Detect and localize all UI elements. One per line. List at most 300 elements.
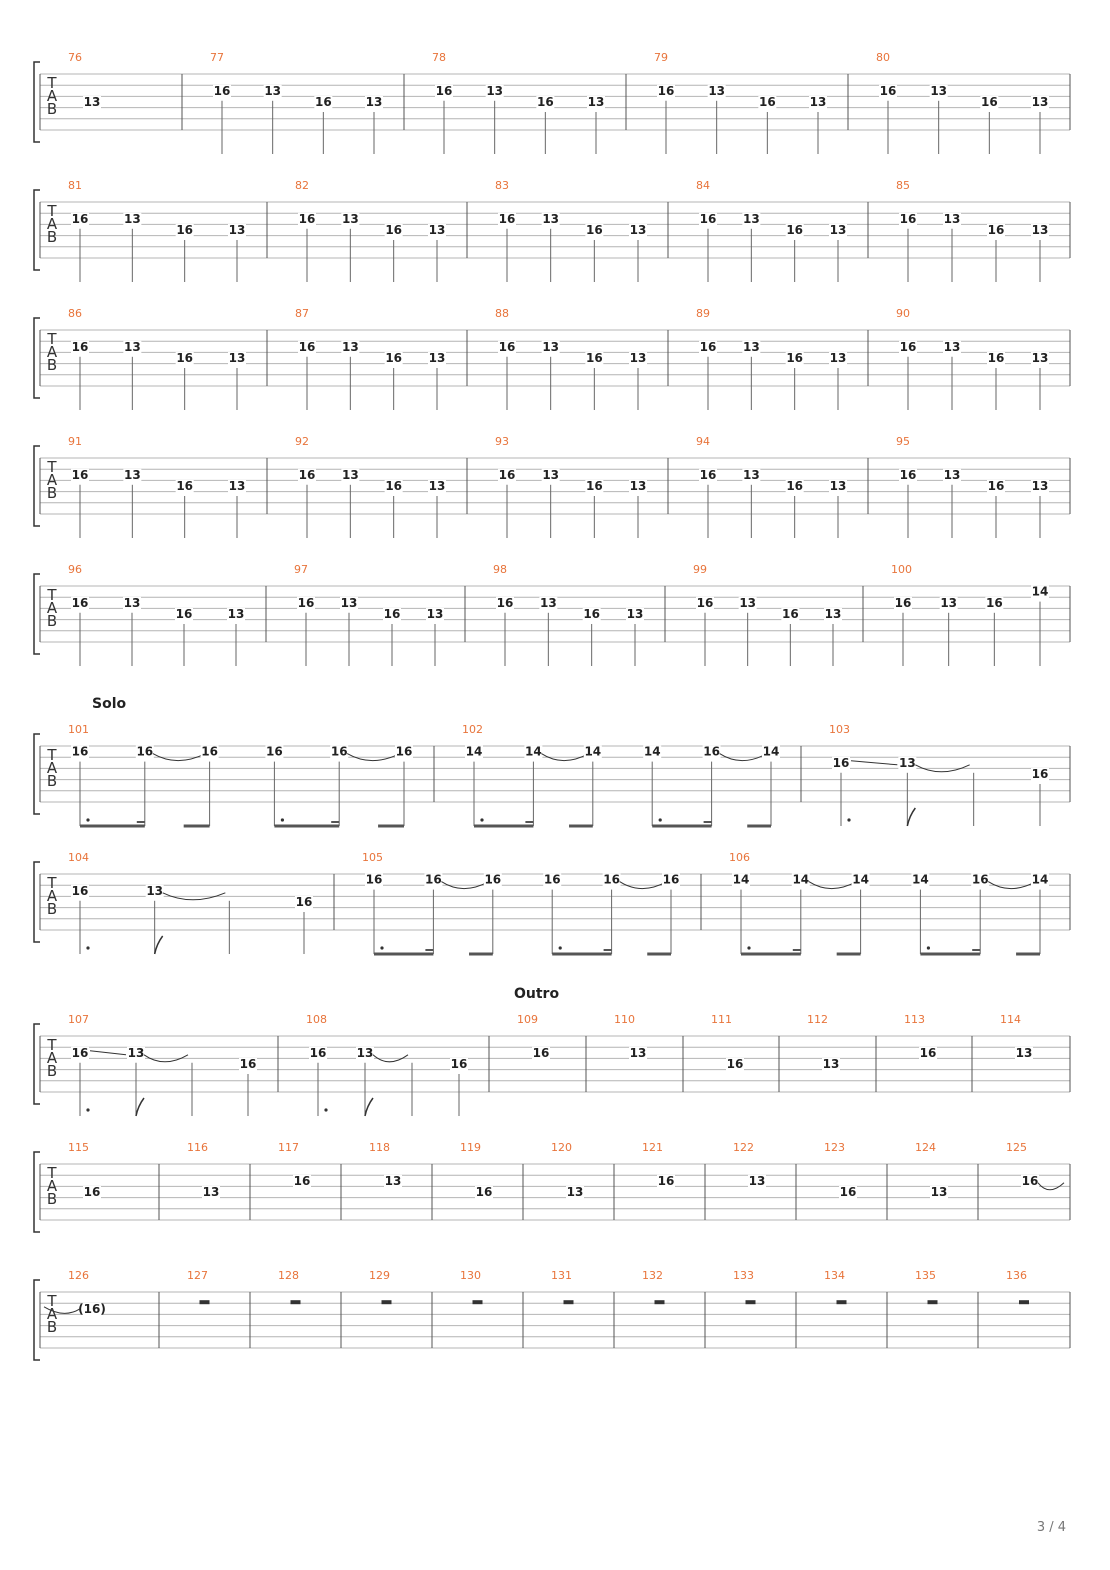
- fret-number: 16: [1021, 1173, 1039, 1188]
- whole-rest: [382, 1300, 392, 1304]
- measure-number: 118: [369, 1141, 390, 1154]
- tab-clef-letter: B: [46, 1190, 58, 1208]
- fret-number: 16: [293, 1173, 311, 1188]
- system-bracket: [34, 190, 40, 270]
- measure-number: 98: [493, 563, 507, 576]
- measure: [551, 1141, 584, 1199]
- measure-number: 82: [295, 179, 309, 192]
- fret-number: 16: [201, 744, 218, 759]
- fret-number: 13: [542, 467, 560, 482]
- fret-number: 16: [136, 744, 154, 759]
- fret-number: 13: [1031, 351, 1049, 365]
- measure: [68, 723, 413, 826]
- note-flag: [365, 1098, 373, 1116]
- fret-number: 16: [758, 95, 776, 109]
- measure-number: 92: [295, 435, 309, 448]
- fret-number: 16: [987, 223, 1005, 237]
- fret-number: 13: [202, 1185, 220, 1199]
- fret-number: 13: [426, 607, 444, 621]
- measure: [495, 307, 647, 410]
- fret-number: 13: [1031, 223, 1049, 237]
- whole-rest: [837, 1300, 847, 1304]
- fret-number: 13: [228, 479, 246, 493]
- rhythm-dot: [86, 818, 89, 821]
- fret-number: 16: [919, 1045, 937, 1060]
- page-number: 3 / 4: [1036, 1520, 1066, 1535]
- system-bracket: [34, 62, 40, 142]
- fret-number: 13: [123, 467, 141, 482]
- fret-number: 16: [309, 1045, 327, 1060]
- fret-number: 16: [899, 211, 917, 226]
- tab-system: [34, 179, 1070, 282]
- fret-number: 14: [1031, 584, 1049, 599]
- slide-line: [90, 1051, 126, 1055]
- fret-number: 13: [1031, 95, 1049, 109]
- tab-clef-letter: B: [46, 772, 58, 790]
- fret-number: 16: [498, 339, 516, 354]
- measure-number: 116: [187, 1141, 208, 1154]
- measure: [68, 307, 246, 410]
- measure: [1006, 1269, 1029, 1304]
- rhythm-dot: [480, 818, 483, 821]
- fret-number: 16: [879, 83, 897, 98]
- measure-number: 128: [278, 1269, 299, 1282]
- tab-clef-letter: T: [47, 874, 57, 892]
- fret-number: 16: [71, 467, 89, 482]
- fret-number: 13: [356, 1045, 374, 1060]
- measure-number: 102: [462, 723, 483, 736]
- fret-number: 16: [71, 595, 89, 610]
- measure: [1006, 1141, 1064, 1190]
- measure-number: 109: [517, 1013, 538, 1026]
- fret-number: 16: [786, 351, 804, 365]
- fret-number: 16: [985, 595, 1003, 610]
- fret-number: 16: [176, 223, 194, 237]
- whole-rest: [928, 1300, 938, 1304]
- tab-clef-letter: A: [46, 215, 58, 233]
- fret-number: 16: [475, 1185, 493, 1199]
- fret-number: 16: [980, 95, 998, 109]
- measure: [68, 1013, 257, 1116]
- fret-number: 16: [266, 744, 283, 759]
- tab-clef-letter: T: [47, 74, 57, 92]
- measure: [733, 1269, 756, 1304]
- whole-rest: [1019, 1300, 1029, 1304]
- tab-system: [34, 51, 1070, 154]
- fret-number: 16: [781, 607, 799, 621]
- measure: [68, 1141, 101, 1199]
- fret-number: 13: [428, 479, 446, 493]
- note-flag: [155, 936, 163, 954]
- fret-number: 14: [762, 744, 780, 759]
- fret-number: 13: [930, 1185, 948, 1199]
- fret-number: 16: [657, 1173, 675, 1188]
- tab-clef-letter: B: [46, 100, 58, 118]
- fret-number: 16: [894, 595, 912, 610]
- measure: [68, 563, 245, 666]
- measure-number: 127: [187, 1269, 208, 1282]
- measure-number: 117: [278, 1141, 299, 1154]
- whole-rest: [746, 1300, 756, 1304]
- tab-clef-letter: A: [46, 759, 58, 777]
- tab-clef-letter: B: [46, 356, 58, 374]
- measure-number: 77: [210, 51, 224, 64]
- tab-clef-letter: A: [46, 599, 58, 617]
- measure-number: 95: [896, 435, 910, 448]
- fret-number: 13: [566, 1185, 584, 1199]
- fret-number: 16: [298, 467, 316, 482]
- fret-number: 13: [264, 83, 282, 98]
- fret-number: 16: [585, 223, 603, 237]
- fret-number: 13: [123, 339, 141, 354]
- tab-clef-letter: A: [46, 1177, 58, 1195]
- fret-number: 13: [829, 351, 847, 365]
- fret-number: 16: [786, 223, 804, 237]
- fret-number: 16: [585, 351, 603, 365]
- fret-number: 16: [176, 351, 194, 365]
- fret-number: 13: [384, 1173, 402, 1188]
- fret-number: 13: [629, 479, 647, 493]
- measure: [460, 1141, 493, 1199]
- measure: [495, 435, 647, 538]
- measure-number: 129: [369, 1269, 390, 1282]
- fret-number: 16: [385, 479, 403, 493]
- note-flag: [136, 1098, 144, 1116]
- whole-rest: [473, 1300, 483, 1304]
- measure-number: 113: [904, 1013, 925, 1026]
- measure-number: 78: [432, 51, 446, 64]
- system-bracket: [34, 862, 40, 942]
- measure: [693, 563, 842, 666]
- fret-number: 13: [587, 95, 605, 109]
- fret-number: 16: [786, 479, 804, 493]
- fret-number: 16: [583, 607, 601, 621]
- measure-number: 114: [1000, 1013, 1021, 1026]
- measure-number: 135: [915, 1269, 936, 1282]
- measure: [68, 179, 246, 282]
- measure-number: 100: [891, 563, 912, 576]
- fret-number: 16: [239, 1057, 257, 1071]
- fret-number: 16: [696, 595, 714, 610]
- tab-system: [34, 851, 1070, 954]
- system-bracket: [34, 574, 40, 654]
- fret-number: 16: [71, 1045, 89, 1060]
- fret-number: (16): [78, 1301, 106, 1316]
- whole-rest: [564, 1300, 574, 1304]
- rhythm-dot: [86, 1108, 89, 1111]
- measure-number: 132: [642, 1269, 663, 1282]
- tab-clef-letter: B: [46, 1318, 58, 1336]
- fret-number: 16: [298, 211, 316, 226]
- rhythm-dot: [927, 946, 930, 949]
- measure: [807, 1013, 840, 1071]
- fret-number: 13: [898, 755, 916, 770]
- fret-number: 13: [227, 607, 245, 621]
- system-bracket: [34, 734, 40, 814]
- measure: [915, 1269, 938, 1304]
- fret-number: 13: [829, 223, 847, 237]
- measure-number: 103: [829, 723, 850, 736]
- fret-number: 14: [1031, 872, 1049, 887]
- fret-number: 13: [943, 211, 961, 226]
- measure: [654, 51, 827, 154]
- whole-rest: [655, 1300, 665, 1304]
- measure-number: 106: [729, 851, 750, 864]
- tab-clef-letter: A: [46, 87, 58, 105]
- measure-number: 112: [807, 1013, 828, 1026]
- fret-number: 16: [832, 755, 850, 770]
- tab-clef-letter: A: [46, 887, 58, 905]
- measure: [493, 563, 644, 666]
- fret-number: 16: [383, 607, 401, 621]
- tab-system: [34, 1269, 1070, 1360]
- fret-number: 13: [809, 95, 827, 109]
- fret-number: 14: [732, 872, 750, 887]
- measure: [362, 851, 680, 954]
- fret-number: 13: [739, 595, 757, 610]
- measure-number: 124: [915, 1141, 936, 1154]
- measure: [295, 307, 446, 410]
- fret-number: 13: [341, 467, 359, 482]
- measure: [876, 51, 1049, 154]
- measure-number: 93: [495, 435, 509, 448]
- measure-number: 115: [68, 1141, 89, 1154]
- fret-number: 13: [930, 83, 948, 98]
- fret-number: 16: [662, 872, 680, 887]
- measure-number: 133: [733, 1269, 754, 1282]
- measure-number: 126: [68, 1269, 89, 1282]
- measure: [295, 179, 446, 282]
- rhythm-dot: [847, 818, 850, 821]
- measure-number: 79: [654, 51, 668, 64]
- fret-number: 13: [748, 1173, 766, 1188]
- fret-number: 13: [822, 1057, 840, 1071]
- rhythm-dot: [559, 946, 562, 949]
- fret-number: 13: [340, 595, 358, 610]
- fret-number: 13: [943, 339, 961, 354]
- system-bracket: [34, 1280, 40, 1360]
- fret-number: 13: [943, 467, 961, 482]
- fret-number: 16: [71, 339, 89, 354]
- fret-number: 13: [742, 211, 760, 226]
- measure: [278, 1269, 301, 1304]
- measure-number: 130: [460, 1269, 481, 1282]
- measure: [896, 307, 1049, 410]
- measure: [210, 51, 383, 154]
- tab-clef-letter: T: [47, 1036, 57, 1054]
- rhythm-dot: [281, 818, 284, 821]
- tab-clef-letter: A: [46, 343, 58, 361]
- fret-number: 14: [852, 872, 869, 887]
- measure: [68, 435, 246, 538]
- measure-number: 87: [295, 307, 309, 320]
- measure-number: 76: [68, 51, 82, 64]
- fret-number: 13: [228, 351, 246, 365]
- rhythm-dot: [380, 946, 383, 949]
- fret-number: 14: [792, 872, 810, 887]
- measure: [495, 179, 647, 282]
- measure: [711, 1013, 744, 1071]
- measure-number: 88: [495, 307, 509, 320]
- measure-number: 91: [68, 435, 82, 448]
- fret-number: 16: [385, 223, 403, 237]
- system-bracket: [34, 1024, 40, 1104]
- measure-number: 90: [896, 307, 910, 320]
- section-label: Outro: [514, 986, 560, 1002]
- fret-number: 13: [742, 467, 760, 482]
- fret-number: 16: [450, 1057, 468, 1071]
- measure-number: 105: [362, 851, 383, 864]
- fret-number: 16: [83, 1185, 101, 1199]
- measure: [432, 51, 605, 154]
- fret-number: 14: [584, 744, 602, 759]
- measure-number: 97: [294, 563, 308, 576]
- rhythm-dot: [324, 1108, 327, 1111]
- tab-clef-letter: B: [46, 228, 58, 246]
- fret-number: 14: [643, 744, 661, 759]
- fret-number: 16: [365, 872, 383, 887]
- fret-number: 13: [539, 595, 557, 610]
- fret-number: 16: [176, 479, 194, 493]
- fret-number: 13: [542, 211, 560, 226]
- tab-clef-letter: A: [46, 1049, 58, 1067]
- measure: [187, 1141, 220, 1199]
- fret-number: 16: [213, 83, 231, 98]
- fret-number: 16: [71, 744, 89, 759]
- measure: [551, 1269, 574, 1304]
- tab-clef-letter: A: [46, 1305, 58, 1323]
- fret-number: 13: [629, 1045, 647, 1060]
- measure: [829, 723, 1049, 826]
- fret-number: 14: [525, 744, 542, 759]
- measure: [824, 1141, 857, 1199]
- tab-clef-letter: T: [47, 586, 57, 604]
- fret-number: 13: [708, 83, 726, 98]
- fret-number: 13: [1031, 479, 1049, 493]
- tab-clef-letter: T: [47, 1164, 57, 1182]
- measure-number: 134: [824, 1269, 845, 1282]
- fret-number: 16: [536, 95, 554, 109]
- measure: [696, 307, 847, 410]
- fret-number: 13: [228, 223, 246, 237]
- measure: [460, 1269, 483, 1304]
- measure-number: 99: [693, 563, 707, 576]
- tab-system: [34, 307, 1070, 410]
- measure-number: 110: [614, 1013, 635, 1026]
- tab-clef-letter: T: [47, 330, 57, 348]
- measure-number: 123: [824, 1141, 845, 1154]
- measure: [824, 1269, 847, 1304]
- fret-number: 16: [703, 744, 720, 759]
- slide-line: [851, 761, 897, 765]
- tab-clef-letter: T: [47, 202, 57, 220]
- fret-number: 14: [912, 872, 929, 887]
- measure: [896, 179, 1049, 282]
- measure: [295, 435, 446, 538]
- measure-number: 122: [733, 1141, 754, 1154]
- fret-number: 16: [484, 872, 502, 887]
- fret-number: 13: [428, 223, 446, 237]
- fret-number: 16: [435, 83, 453, 98]
- tab-clef-letter: T: [47, 746, 57, 764]
- measure-number: 81: [68, 179, 82, 192]
- tab-clef-letter: B: [46, 484, 58, 502]
- measure: [462, 723, 780, 826]
- measure: [306, 1013, 468, 1116]
- measure-number: 85: [896, 179, 910, 192]
- fret-number: 16: [532, 1045, 550, 1060]
- fret-number: 16: [498, 467, 516, 482]
- fret-number: 13: [83, 95, 101, 109]
- fret-number: 16: [585, 479, 603, 493]
- tab-system: [34, 696, 1070, 826]
- fret-number: 13: [146, 883, 164, 898]
- rhythm-dot: [86, 946, 89, 949]
- measure: [896, 435, 1049, 538]
- fret-number: 16: [498, 211, 516, 226]
- tab-system: [34, 563, 1070, 666]
- fret-number: 16: [987, 479, 1005, 493]
- fret-number: 16: [175, 607, 193, 621]
- measure: [369, 1269, 392, 1304]
- fret-number: 16: [295, 895, 313, 909]
- fret-number: 16: [899, 467, 917, 482]
- tab-system: [34, 986, 1070, 1116]
- tab-clef-letter: A: [46, 471, 58, 489]
- fret-number: 16: [899, 339, 917, 354]
- measure: [68, 851, 313, 954]
- measure-number: 119: [460, 1141, 481, 1154]
- fret-number: 16: [314, 95, 332, 109]
- fret-number: 16: [657, 83, 675, 98]
- fret-number: 16: [385, 351, 403, 365]
- measure-number: 80: [876, 51, 890, 64]
- measure-number: 104: [68, 851, 89, 864]
- tab-clef-letter: T: [47, 1292, 57, 1310]
- measure-number: 84: [696, 179, 710, 192]
- fret-number: 16: [1031, 767, 1049, 781]
- fret-number: 13: [341, 211, 359, 226]
- fret-number: 13: [626, 607, 644, 621]
- tab-system: [34, 1141, 1070, 1232]
- fret-number: 13: [428, 351, 446, 365]
- system-bracket: [34, 446, 40, 526]
- measure-number: 120: [551, 1141, 572, 1154]
- measure: [696, 435, 847, 538]
- fret-number: 13: [829, 479, 847, 493]
- fret-number: 16: [839, 1185, 857, 1199]
- measure-number: 136: [1006, 1269, 1027, 1282]
- fret-number: 16: [425, 872, 442, 887]
- fret-number: 16: [603, 872, 620, 887]
- measure-number: 108: [306, 1013, 327, 1026]
- measure: [68, 51, 101, 109]
- measure-number: 125: [1006, 1141, 1027, 1154]
- tab-clef-letter: B: [46, 900, 58, 918]
- fret-number: 16: [726, 1057, 744, 1071]
- fret-number: 13: [127, 1045, 145, 1060]
- fret-number: 13: [341, 339, 359, 354]
- section-label: Solo: [92, 696, 127, 712]
- tab-clef-letter: T: [47, 458, 57, 476]
- fret-number: 13: [365, 95, 383, 109]
- system-bracket: [34, 318, 40, 398]
- tab-clef-letter: B: [46, 1062, 58, 1080]
- measure: [187, 1269, 210, 1304]
- fret-number: 16: [496, 595, 514, 610]
- fret-number: 16: [297, 595, 315, 610]
- rhythm-dot: [747, 946, 750, 949]
